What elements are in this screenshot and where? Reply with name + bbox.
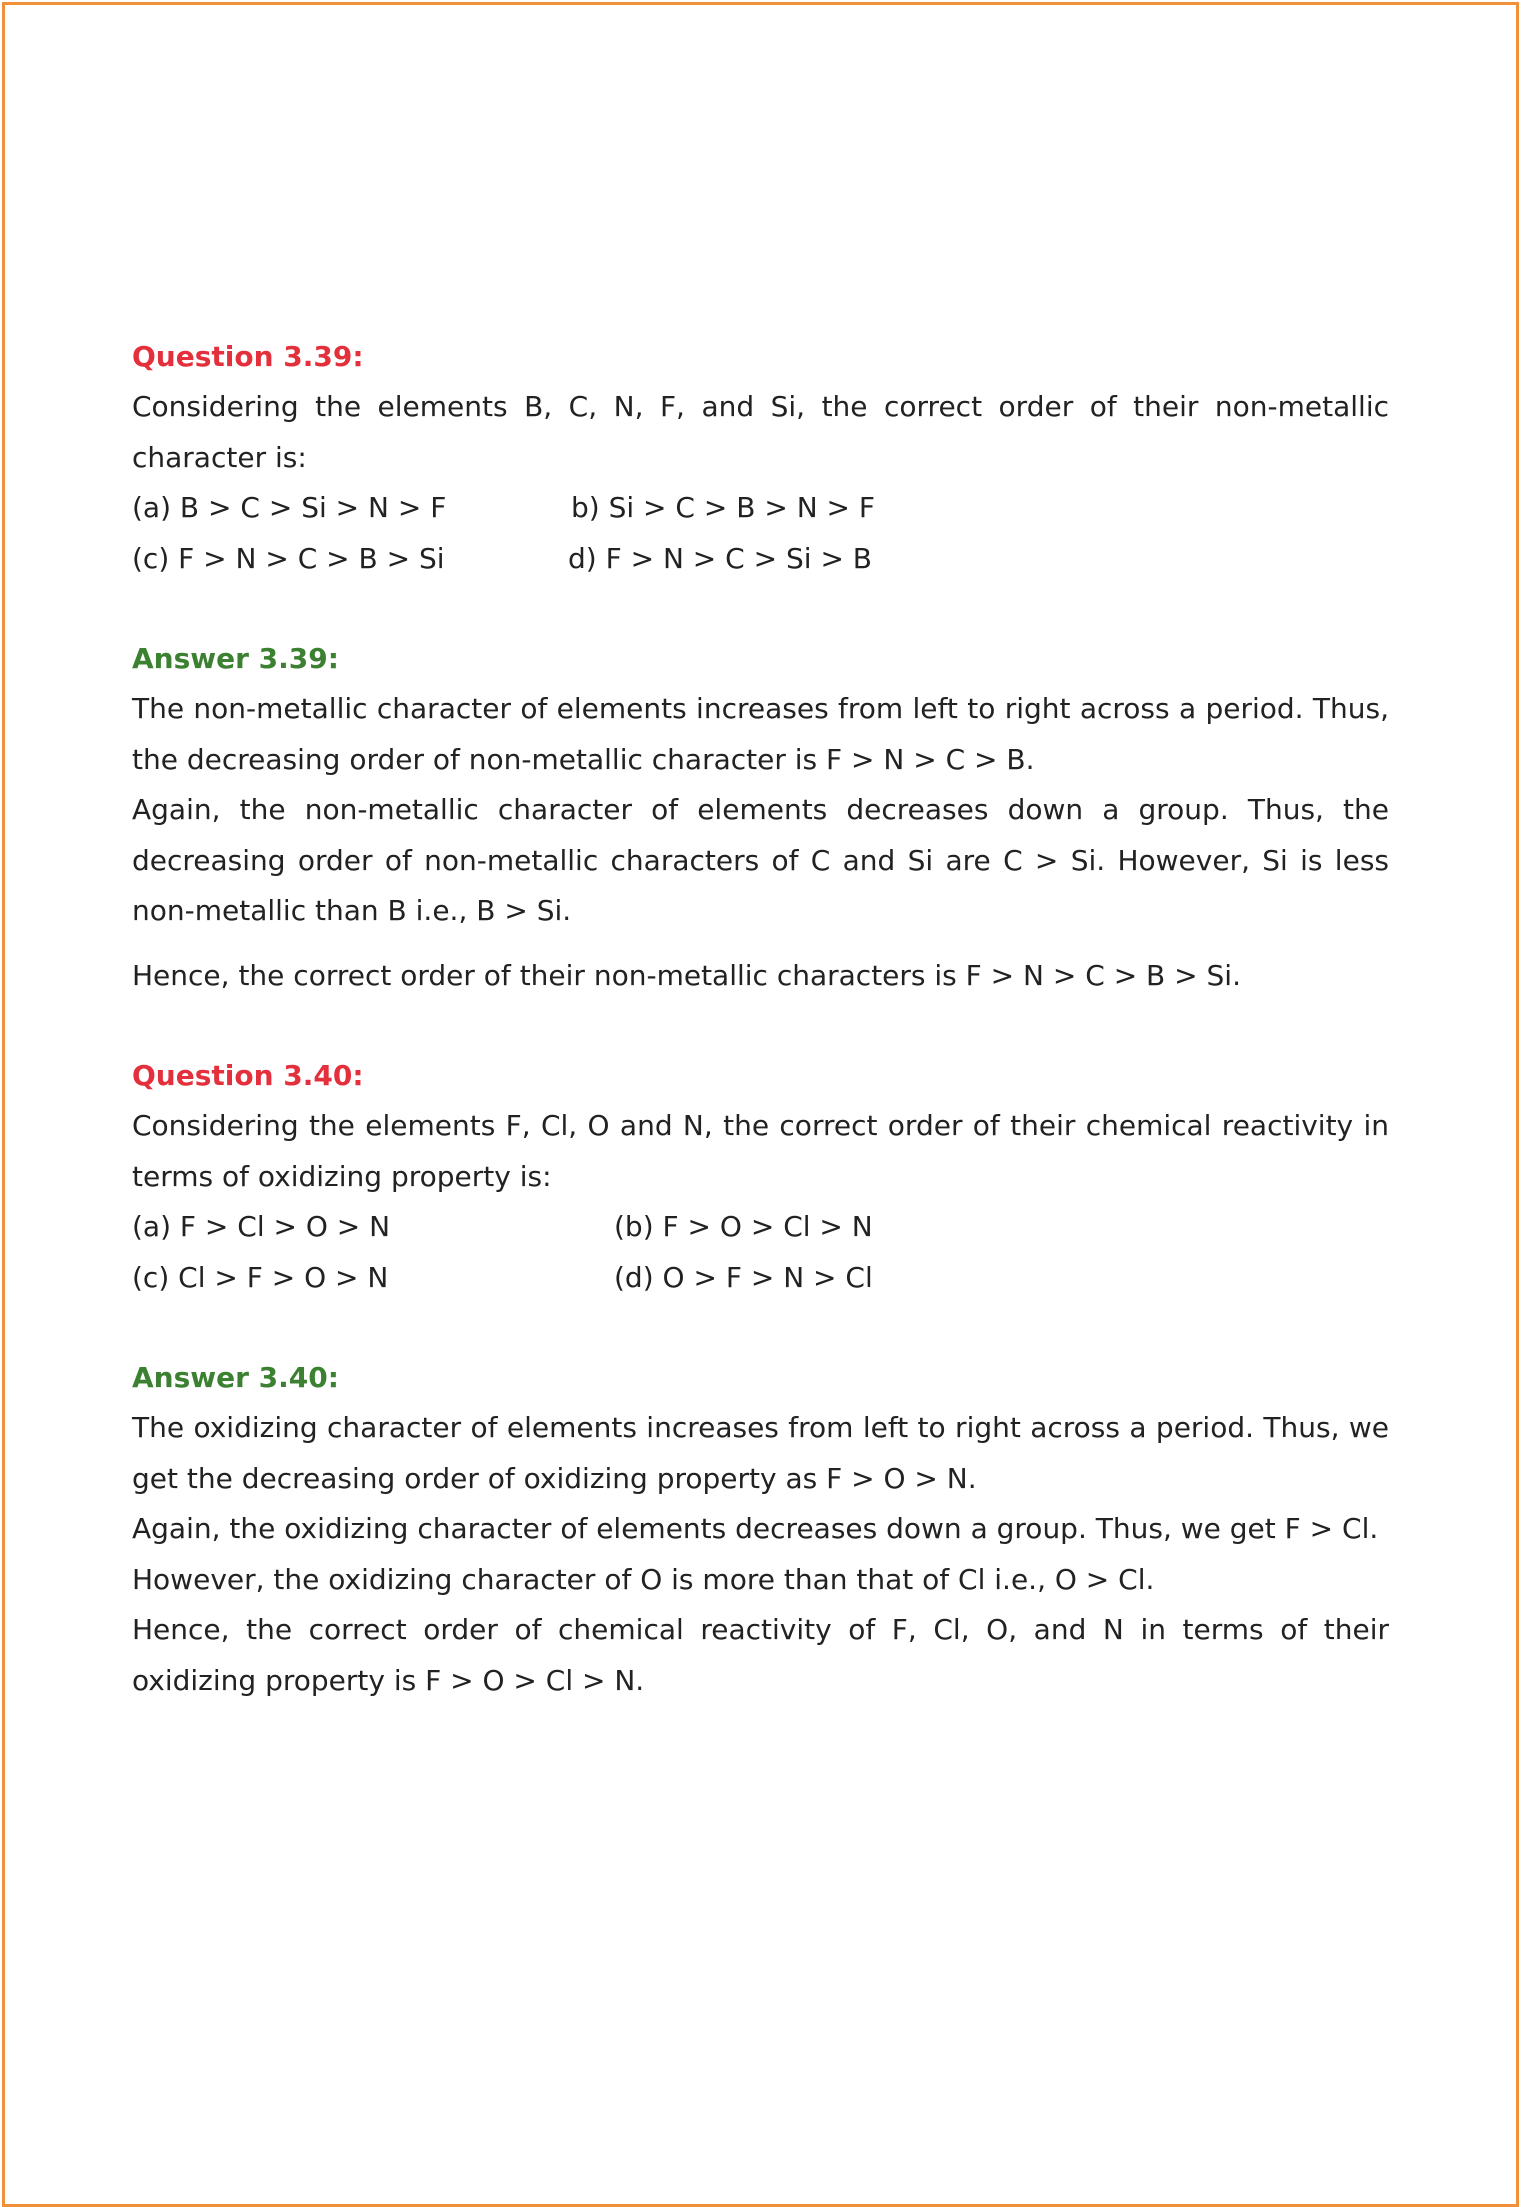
option-c: (c) Cl > F > O > N [132, 1260, 389, 1294]
answer-conclusion: Hence, the correct order of their non-metallic characters is F > N > C > B > Si. [132, 958, 1241, 992]
answer-paragraph: Again, the oxidizing character of elements decreases down a group. Thus, we get F > Cl. [132, 1512, 1379, 1545]
options-list [132, 1202, 1389, 1303]
answer-paragraph: The non-metallic character of elements increases from left to right across a period. Thus, the decreasing order of non-metallic character is F > N > C > B. [132, 692, 1389, 776]
options-list [132, 483, 1389, 584]
options-row [132, 1202, 1389, 1253]
answer-heading: Answer 3.39: [132, 642, 339, 675]
answer-conclusion: Hence, the correct order of chemical reactivity of F, Cl, O, and N in terms of their oxidizing property is F > O > Cl > N. [132, 1613, 1389, 1697]
question-heading: Question 3.40: [132, 1059, 364, 1092]
answer-heading: Answer 3.40: [132, 1361, 339, 1394]
option-b: (b) F > O > Cl > N [614, 1210, 873, 1243]
question-heading: Question 3.39: [132, 340, 364, 373]
option-a: (a) B > C > Si > N > F [132, 491, 447, 524]
question-3-40 [132, 1051, 1389, 1303]
answer-3-40 [132, 1353, 1389, 1706]
question-3-39 [132, 332, 1389, 584]
answer-paragraph: However, the oxidizing character of O is more than that of Cl i.e., O > Cl. [132, 1562, 1155, 1596]
options-row [132, 1253, 1389, 1304]
option-b: b) Si > C > B > N > F [571, 491, 876, 524]
options-row [132, 483, 1389, 534]
options-row [132, 534, 1389, 585]
option-c: (c) F > N > C > B > Si [132, 541, 445, 575]
answer-paragraph: The oxidizing character of elements increases from left to right across a period. Thus, we get the decreasing order of oxidizing property as F > O > N. [132, 1411, 1389, 1495]
question-text: Considering the elements F, Cl, O and N, the correct order of their chemical reactivity in terms of oxidizing property is: [132, 1109, 1389, 1193]
option-d: d) F > N > C > Si > B [568, 541, 873, 575]
option-a: (a) F > Cl > O > N [132, 1210, 391, 1243]
answer-paragraph: Again, the non-metallic character of elements decreases down a group. Thus, the decreasing order of non-metallic characters of C and Si are C > Si. However, Si is less non-metallic than B i.e., B > Si. [132, 793, 1389, 927]
option-d: (d) O > F > N > Cl [614, 1260, 873, 1294]
answer-3-39 [132, 634, 1389, 1001]
document-body [132, 332, 1389, 1706]
question-text: Considering the elements B, C, N, F, and Si, the correct order of their non-metallic character is: [132, 390, 1389, 474]
